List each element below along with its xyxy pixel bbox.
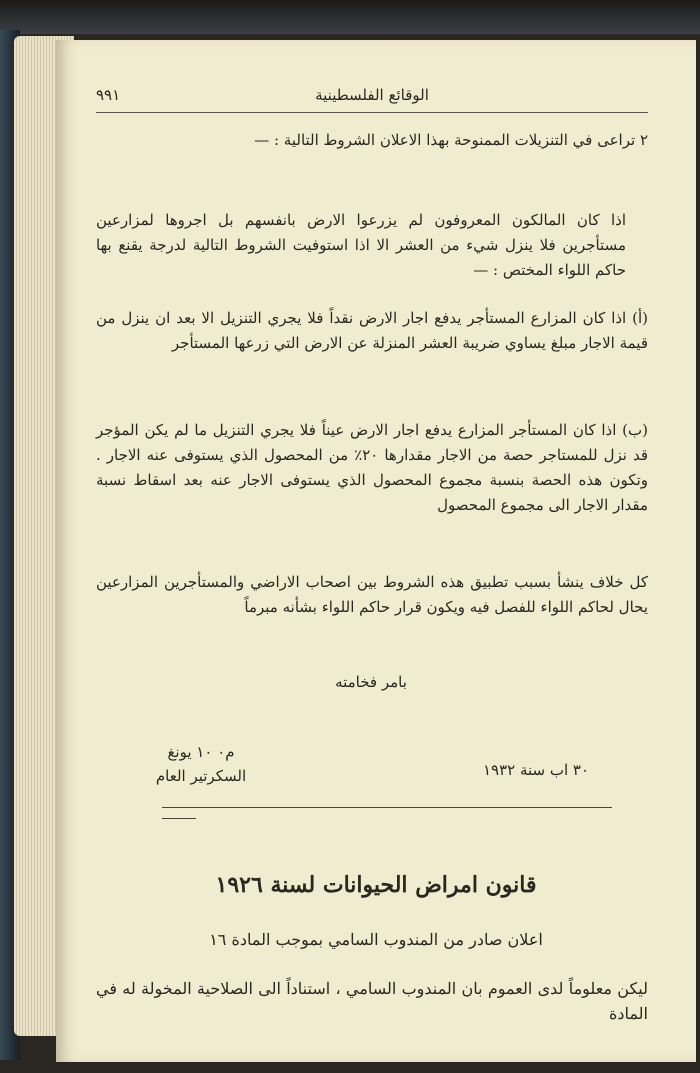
law-intro: ليكن معلوماً لدى العموم بان المندوب السامي ، استناداً الى الصلاحية المخولة له في المادة (96, 979, 649, 1023)
page-header (96, 82, 648, 113)
clause-2: ٢ تراعى في التنزيلات الممنوحة بهذا الاعلان الشروط التالية : — (254, 131, 648, 149)
page-number: ٩٩١ (96, 86, 121, 104)
gazette-title: الوقائع الفلسطينية (315, 86, 429, 104)
signature-title: السكرتير العام (155, 767, 247, 785)
paragraph-disputes: كل خلاف ينشأ بسبب تطبيق هذه الشروط بين اصحاب الاراضي والمستأجرين المزارعين يحال لحاكم اللواء للفصل فيه ويكون قرار حاكم اللواء بشأنه مبرماً (96, 573, 648, 616)
law-subtitle: اعلان صادر من المندوب السامي بموجب المادة ١٦ (209, 930, 543, 949)
law-title: قانون امراض الحيوانات لسنة ١٩٢٦ (215, 872, 537, 898)
paragraph-owners-condition: اذا كان المالكون المعروفون لم يزرعوا الارض بانفسهم بل اجروها لمزارعين مستأجرين فلا ينزل شيء من العشر الا اذا استوفيت الشروط التالية لدرجة يقنع بها حاكم اللواء المختص : — (96, 211, 626, 279)
by-order-line: بامر فخامته (335, 673, 407, 691)
gazette-page (56, 40, 696, 1062)
scan-top-border (0, 0, 700, 34)
paragraph-condition-a: (أ) اذا كان المزارع المستأجر يدفع اجار الارض نقداً فلا يجري التنزيل الا بعد ان ينزل من قيمة الاجار مبلغ يساوي ضريبة العشر المنزلة عن الارض التي زرعها المستأجر (96, 309, 648, 352)
section-divider-short (162, 818, 196, 819)
section-divider (162, 807, 612, 808)
signature-name: م٠ ١٠ يونغ (167, 743, 235, 761)
paragraph-condition-b: (ب) اذا كان المستأجر المزارع يدفع اجار الارض عيناً فلا يجري التنزيل ما لم يكن المؤجر قد نزل للمستاجر حصة من الاجار مقدارها ٢٠٪ من المحصول الذي يستوفى عنه الاجار . وتكون هذه الحصة بنسبة مجموع المحصول الذي يستوفى الاجار عنه بعد اسقاط نسبة مقدار الاجار الى مجموع المحصول (96, 421, 648, 514)
date-line: ٣٠ اب سنة ١٩٣٢ (482, 761, 590, 779)
